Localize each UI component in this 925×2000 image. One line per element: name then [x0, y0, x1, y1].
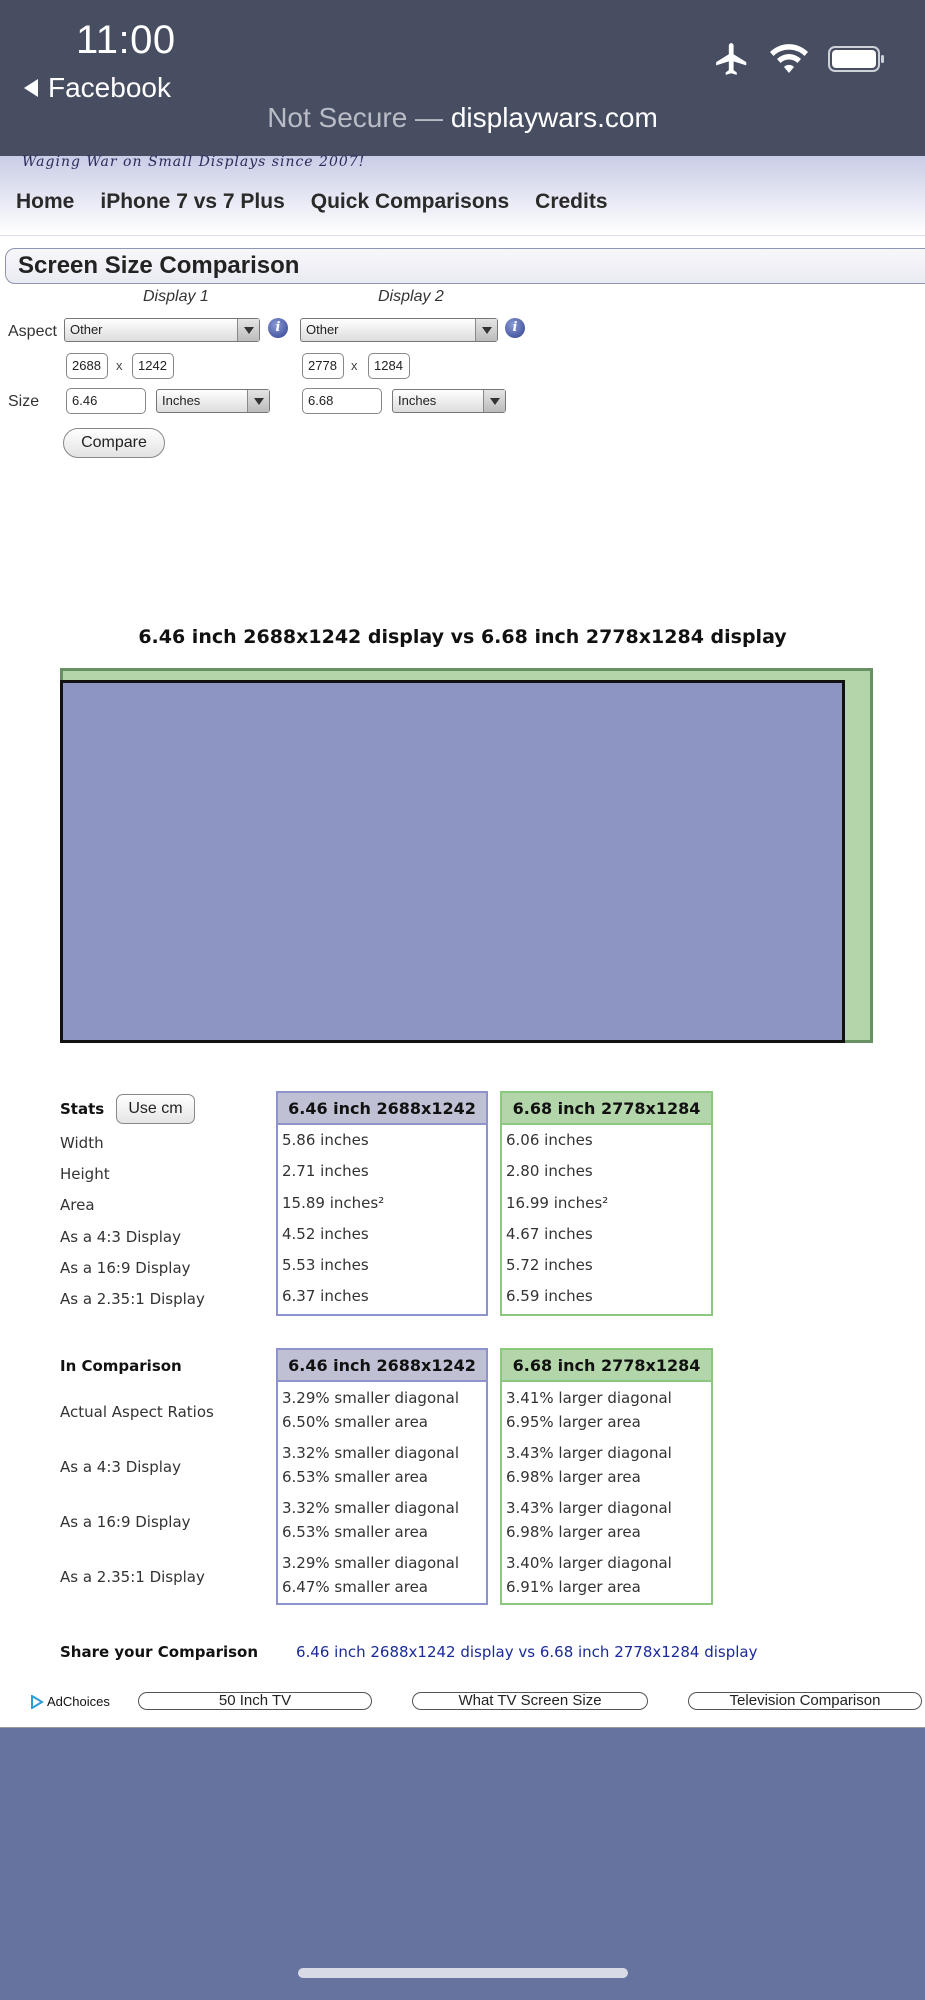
site-tagline: Waging War on Small Displays since 2007! — [22, 154, 366, 170]
ad-link-television-comparison[interactable]: Television Comparison — [688, 1692, 922, 1710]
comparison-cell: 3.32% smaller diagonal 6.53% smaller area — [282, 1444, 459, 1486]
nav-quick-comparisons[interactable]: Quick Comparisons — [310, 190, 510, 213]
stats-heading: Stats — [60, 1100, 105, 1118]
main-nav — [16, 190, 608, 214]
nav-iphone-7-vs-7-plus[interactable]: iPhone 7 vs 7 Plus — [100, 190, 285, 213]
display2-comparison-header: 6.68 inch 2778x1284 — [502, 1350, 711, 1382]
stats-value: 5.72 inches — [506, 1256, 593, 1275]
display1-unit-select[interactable] — [156, 389, 270, 413]
comparison-cell: 3.43% larger diagonal 6.98% larger area — [506, 1499, 672, 1541]
display2-stats-header: 6.68 inch 2778x1284 — [502, 1093, 711, 1125]
display2-size-input[interactable]: 6.68 — [302, 388, 382, 414]
in-comparison-heading: In Comparison — [60, 1357, 182, 1375]
stats-row-label: As a 4:3 Display — [60, 1228, 182, 1246]
display2-resolution-height-input[interactable]: 1284 — [368, 353, 410, 379]
display1-resolution-height-input[interactable]: 1242 — [132, 353, 174, 379]
stats-value: 6.37 inches — [282, 1287, 369, 1306]
home-indicator[interactable] — [298, 1968, 628, 1978]
status-icons — [713, 40, 887, 78]
battery-icon — [827, 44, 887, 74]
use-cm-button[interactable]: Use cm — [116, 1094, 195, 1124]
adchoices-icon — [30, 1695, 44, 1709]
display1-size-input[interactable]: 6.46 — [66, 388, 146, 414]
site-header — [0, 156, 925, 236]
dropdown-arrow-icon — [475, 319, 497, 341]
times-sign: x — [116, 358, 123, 373]
nav-home[interactable]: Home — [16, 190, 75, 213]
stats-row-label: As a 16:9 Display — [60, 1259, 191, 1277]
browser-top-bar — [0, 0, 925, 156]
display1-unit-value: Inches — [162, 393, 201, 408]
display2-comparison-table — [500, 1348, 713, 1605]
form-title: Screen Size Comparison — [5, 248, 925, 284]
compare-button[interactable]: Compare — [63, 428, 165, 458]
stats-value: 4.52 inches — [282, 1224, 369, 1243]
dropdown-arrow-icon — [483, 390, 505, 412]
display1-comparison-header: 6.46 inch 2688x1242 — [278, 1350, 486, 1382]
stats-row-label: Height — [60, 1165, 110, 1183]
stats-value: 16.99 inches² — [506, 1193, 609, 1212]
stats-value: 6.06 inches — [506, 1131, 593, 1149]
stats-value: 5.53 inches — [282, 1256, 369, 1275]
comparison-cell: 3.32% smaller diagonal 6.53% smaller area — [282, 1499, 459, 1541]
stats-value: 2.71 inches — [282, 1162, 369, 1181]
stats-value: 4.67 inches — [506, 1224, 593, 1243]
ad-bar — [0, 1688, 925, 1716]
dropdown-arrow-icon — [237, 319, 259, 341]
aspect-label: Aspect — [8, 323, 57, 340]
status-time: 11:00 — [76, 18, 176, 62]
comparison-cell: 3.41% larger diagonal 6.95% larger area — [506, 1389, 672, 1431]
comparison-row-label: Actual Aspect Ratios — [60, 1403, 214, 1421]
display2-aspect-value: Other — [306, 322, 339, 337]
stats-value: 6.59 inches — [506, 1287, 593, 1306]
comparison-cell: 3.29% smaller diagonal 6.50% smaller area — [282, 1389, 459, 1431]
display1-aspect-select[interactable] — [64, 318, 260, 342]
display2-stats-table — [500, 1091, 713, 1316]
display2-unit-value: Inches — [398, 393, 437, 408]
display1-comparison-table — [276, 1348, 488, 1605]
back-app-label: Facebook — [48, 72, 171, 103]
stats-value: 15.89 inches² — [282, 1193, 385, 1212]
share-link[interactable]: 6.46 inch 2688x1242 display vs 6.68 inch 2778x1284 display — [296, 1643, 758, 1661]
stats-row-label: Width — [60, 1134, 104, 1152]
comparison-title: 6.46 inch 2688x1242 display vs 6.68 inch 2778x1284 display — [138, 626, 787, 648]
comparison-row-label: As a 16:9 Display — [60, 1513, 191, 1531]
times-sign: x — [351, 358, 358, 373]
info-icon[interactable]: i — [268, 318, 288, 338]
wifi-icon — [769, 43, 809, 75]
adchoices-label: AdChoices — [47, 1694, 110, 1709]
comparison-row-label: As a 4:3 Display — [60, 1458, 182, 1476]
address-bar[interactable] — [0, 102, 925, 134]
display1-header: Display 1 — [143, 288, 209, 305]
adchoices-link[interactable] — [30, 1694, 110, 1709]
comparison-cell: 3.29% smaller diagonal 6.47% smaller area — [282, 1554, 459, 1596]
display2-resolution-width-input[interactable]: 2778 — [302, 353, 344, 379]
stats-row-label: As a 2.35:1 Display — [60, 1290, 205, 1308]
display2-aspect-select[interactable] — [300, 318, 498, 342]
back-to-app-button[interactable] — [24, 72, 171, 104]
ad-link-50-inch-tv[interactable]: 50 Inch TV — [138, 1692, 372, 1710]
display1-stats-header: 6.46 inch 2688x1242 — [278, 1093, 486, 1125]
stats-value: 5.86 inches — [282, 1131, 369, 1149]
url-host: displaywars.com — [450, 102, 658, 133]
display1-resolution-width-input[interactable]: 2688 — [66, 353, 108, 379]
display1-stats-table — [276, 1091, 488, 1316]
display2-header: Display 2 — [378, 288, 444, 305]
display2-unit-select[interactable] — [392, 389, 506, 413]
page-footer-area — [0, 1727, 925, 2000]
ad-link-what-tv-screen-size[interactable]: What TV Screen Size — [412, 1692, 648, 1710]
back-triangle-icon — [24, 79, 38, 97]
security-warning: Not Secure — — [267, 102, 451, 133]
nav-credits[interactable]: Credits — [535, 190, 608, 213]
share-label: Share your Comparison — [60, 1643, 259, 1661]
airplane-mode-icon — [713, 40, 751, 78]
dropdown-arrow-icon — [247, 390, 269, 412]
info-icon[interactable]: i — [505, 318, 525, 338]
display1-aspect-value: Other — [70, 322, 103, 337]
comparison-row-label: As a 2.35:1 Display — [60, 1568, 205, 1586]
stats-row-label: Area — [60, 1196, 95, 1214]
comparison-cell: 3.43% larger diagonal 6.98% larger area — [506, 1444, 672, 1486]
stats-value: 2.80 inches — [506, 1162, 593, 1181]
comparison-cell: 3.40% larger diagonal 6.91% larger area — [506, 1554, 672, 1596]
display1-size-rectangle — [60, 680, 845, 1043]
size-label: Size — [8, 393, 40, 410]
